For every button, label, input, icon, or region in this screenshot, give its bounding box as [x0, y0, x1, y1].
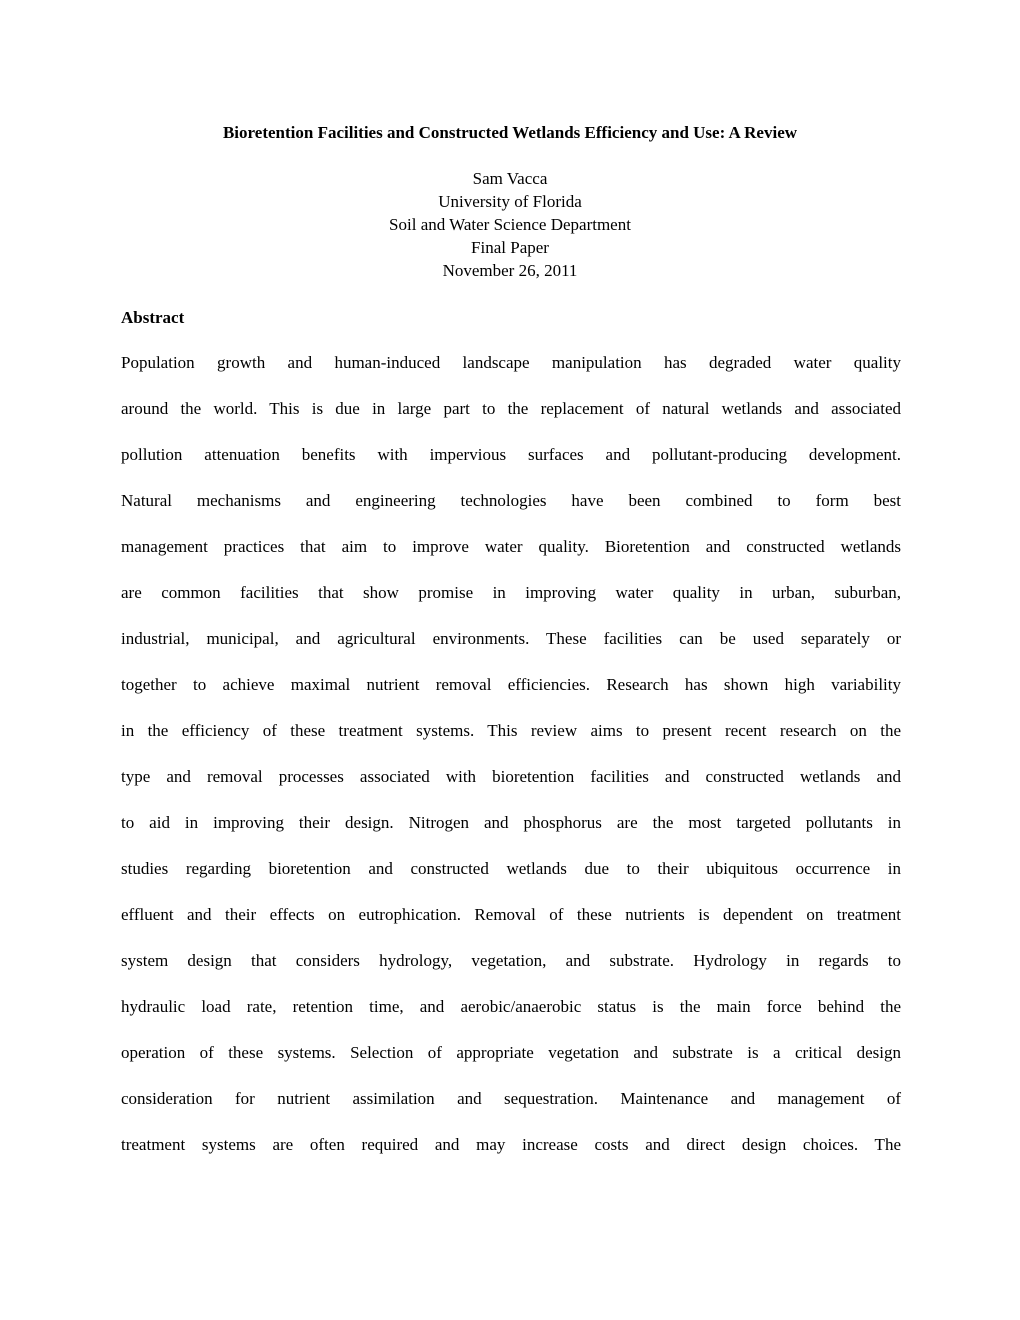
- paper-title: Bioretention Facilities and Constructed Wetlands Efficiency and Use: A Review: [222, 123, 798, 142]
- abstract-line: management practices that aim to improve water quality. Bioretention and constructed wetlands: [121, 537, 901, 556]
- paper-type: Final Paper: [471, 238, 549, 257]
- abstract-line: industrial, municipal, and agricultural environments. These facilities can be used separately or: [121, 629, 901, 648]
- abstract-line: operation of these systems. Selection of appropriate vegetation and substrate is a critical design: [121, 1043, 901, 1062]
- abstract-line: Natural mechanisms and engineering technologies have been combined to form best: [121, 491, 901, 510]
- abstract-line: to aid in improving their design. Nitrogen and phosphorus are the most targeted pollutants in: [121, 813, 901, 832]
- abstract-heading: Abstract: [121, 308, 185, 327]
- abstract-body: [121, 350, 901, 1178]
- abstract-line: around the world. This is due in large part to the replacement of natural wetlands and associated: [121, 399, 901, 418]
- abstract-line: treatment systems are often required and may increase costs and direct design choices. The: [121, 1135, 901, 1154]
- abstract-line: system design that considers hydrology, vegetation, and substrate. Hydrology in regards to: [121, 951, 901, 970]
- institution: University of Florida: [438, 192, 582, 211]
- abstract-line: consideration for nutrient assimilation and sequestration. Maintenance and management of: [121, 1089, 901, 1108]
- abstract-line: pollution attenuation benefits with impervious surfaces and pollutant-producing development.: [121, 445, 901, 464]
- abstract-line: type and removal processes associated with bioretention facilities and constructed wetlands and: [121, 767, 901, 786]
- abstract-line: Population growth and human-induced landscape manipulation has degraded water quality: [121, 353, 901, 372]
- abstract-line: studies regarding bioretention and constructed wetlands due to their ubiquitous occurrence in: [121, 859, 901, 878]
- abstract-line: hydraulic load rate, retention time, and aerobic/anaerobic status is the main force behind the: [121, 997, 901, 1016]
- abstract-line: effluent and their effects on eutrophication. Removal of these nutrients is dependent on treatment: [121, 905, 901, 924]
- abstract-line: in the efficiency of these treatment systems. This review aims to present recent research on the: [121, 721, 901, 740]
- abstract-line: together to achieve maximal nutrient removal efficiencies. Research has shown high variability: [121, 675, 901, 694]
- paper-date: November 26, 2011: [442, 261, 578, 280]
- abstract-line: are common facilities that show promise in improving water quality in urban, suburban,: [121, 583, 901, 602]
- department: Soil and Water Science Department: [389, 215, 631, 234]
- author-name: Sam Vacca: [472, 169, 548, 188]
- author-block: [0, 167, 1020, 282]
